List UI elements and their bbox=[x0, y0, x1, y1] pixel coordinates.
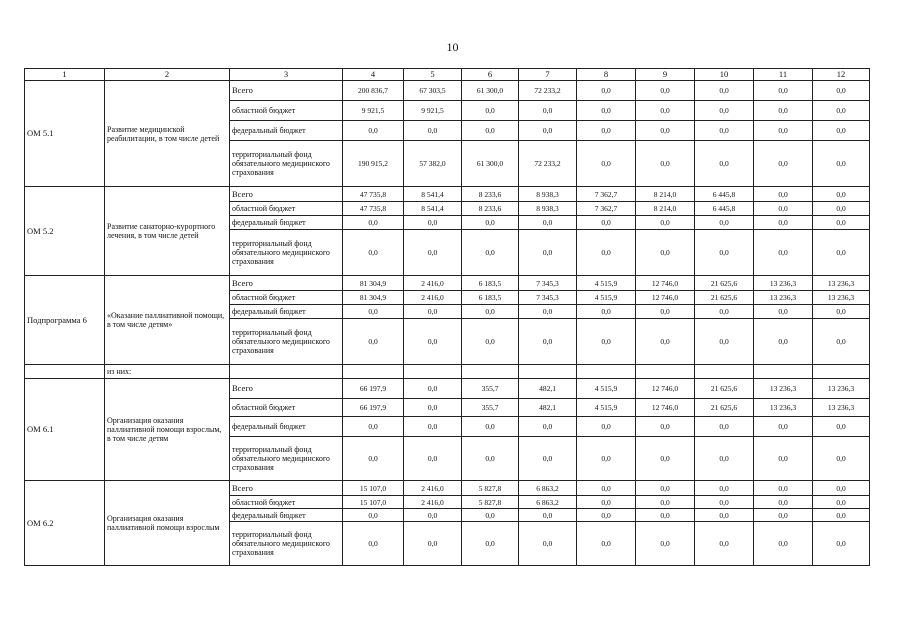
column-header: 6 bbox=[462, 69, 519, 81]
amount-cell: 6 445,8 bbox=[695, 187, 754, 202]
amount-cell: 0,0 bbox=[577, 522, 636, 566]
amount-cell: 0,0 bbox=[404, 305, 462, 319]
amount-cell: 0,0 bbox=[462, 121, 519, 141]
funding-source: территориальный фонд обязательного медицинского страхования bbox=[230, 522, 343, 566]
amount-cell: 0,0 bbox=[404, 522, 462, 566]
amount-cell: 0,0 bbox=[813, 522, 870, 566]
amount-cell: 7 362,7 bbox=[577, 202, 636, 216]
amount-cell: 12 746,0 bbox=[636, 379, 695, 399]
funding-source: федеральный бюджет bbox=[230, 216, 343, 230]
amount-cell: 4 515,9 bbox=[577, 291, 636, 305]
amount-cell: 0,0 bbox=[813, 496, 870, 509]
amount-cell: 0,0 bbox=[343, 417, 404, 437]
amount-cell: 0,0 bbox=[577, 319, 636, 365]
amount-cell: 0,0 bbox=[462, 509, 519, 522]
iz-nih-label: из них: bbox=[105, 365, 230, 379]
amount-cell: 0,0 bbox=[462, 216, 519, 230]
amount-cell: 0,0 bbox=[636, 481, 695, 496]
amount-cell: 72 233,2 bbox=[519, 141, 577, 187]
amount-cell: 0,0 bbox=[404, 399, 462, 417]
program-code: ОМ 5.2 bbox=[25, 187, 105, 276]
amount-cell: 0,0 bbox=[695, 230, 754, 276]
amount-cell: 0,0 bbox=[636, 81, 695, 101]
empty-cell bbox=[343, 365, 404, 379]
table-row bbox=[25, 276, 870, 291]
column-header: 5 bbox=[404, 69, 462, 81]
amount-cell: 0,0 bbox=[813, 481, 870, 496]
amount-cell: 355,7 bbox=[462, 379, 519, 399]
amount-cell: 15 107,0 bbox=[343, 496, 404, 509]
funding-source: Всего bbox=[230, 379, 343, 399]
amount-cell: 0,0 bbox=[577, 121, 636, 141]
column-header: 3 bbox=[230, 69, 343, 81]
amount-cell: 0,0 bbox=[343, 522, 404, 566]
amount-cell: 0,0 bbox=[462, 101, 519, 121]
amount-cell: 0,0 bbox=[343, 305, 404, 319]
funding-source: областной бюджет bbox=[230, 496, 343, 509]
amount-cell: 4 515,9 bbox=[577, 276, 636, 291]
amount-cell: 6 863,2 bbox=[519, 481, 577, 496]
amount-cell: 2 416,0 bbox=[404, 496, 462, 509]
amount-cell: 482,1 bbox=[519, 379, 577, 399]
funding-source: областной бюджет bbox=[230, 202, 343, 216]
program-name: Развитие санаторно-курортного лечения, в том числе детей bbox=[105, 187, 230, 276]
funding-source: областной бюджет bbox=[230, 399, 343, 417]
amount-cell: 0,0 bbox=[754, 230, 813, 276]
table-row bbox=[25, 481, 870, 496]
amount-cell: 0,0 bbox=[519, 319, 577, 365]
program-name: Организация оказания паллиативной помощи взрослым, в том числе детям bbox=[105, 379, 230, 481]
amount-cell: 2 416,0 bbox=[404, 276, 462, 291]
amount-cell: 0,0 bbox=[636, 437, 695, 481]
amount-cell: 12 746,0 bbox=[636, 291, 695, 305]
amount-cell: 0,0 bbox=[754, 121, 813, 141]
amount-cell: 0,0 bbox=[754, 101, 813, 121]
amount-cell: 0,0 bbox=[404, 437, 462, 481]
empty-cell bbox=[25, 365, 105, 379]
empty-cell bbox=[230, 365, 343, 379]
program-code: ОМ 5.1 bbox=[25, 81, 105, 187]
amount-cell: 81 304,9 bbox=[343, 276, 404, 291]
amount-cell: 6 183,5 bbox=[462, 291, 519, 305]
amount-cell: 0,0 bbox=[754, 481, 813, 496]
amount-cell: 0,0 bbox=[754, 509, 813, 522]
funding-source: федеральный бюджет bbox=[230, 305, 343, 319]
empty-cell bbox=[577, 365, 636, 379]
amount-cell: 0,0 bbox=[577, 509, 636, 522]
amount-cell: 0,0 bbox=[577, 141, 636, 187]
program-code: ОМ 6.1 bbox=[25, 379, 105, 481]
amount-cell: 12 746,0 bbox=[636, 276, 695, 291]
funding-source: федеральный бюджет bbox=[230, 121, 343, 141]
empty-cell bbox=[754, 365, 813, 379]
amount-cell: 0,0 bbox=[636, 319, 695, 365]
amount-cell: 0,0 bbox=[813, 216, 870, 230]
amount-cell: 0,0 bbox=[577, 101, 636, 121]
amount-cell: 0,0 bbox=[754, 81, 813, 101]
amount-cell: 0,0 bbox=[343, 437, 404, 481]
amount-cell: 6 445,8 bbox=[695, 202, 754, 216]
amount-cell: 0,0 bbox=[813, 101, 870, 121]
header-row bbox=[25, 69, 870, 81]
amount-cell: 0,0 bbox=[813, 417, 870, 437]
amount-cell: 8 214,0 bbox=[636, 187, 695, 202]
amount-cell: 0,0 bbox=[577, 230, 636, 276]
amount-cell: 0,0 bbox=[695, 81, 754, 101]
column-header: 4 bbox=[343, 69, 404, 81]
amount-cell: 0,0 bbox=[754, 417, 813, 437]
amount-cell: 0,0 bbox=[754, 141, 813, 187]
amount-cell: 0,0 bbox=[519, 101, 577, 121]
amount-cell: 0,0 bbox=[462, 417, 519, 437]
amount-cell: 13 236,3 bbox=[813, 291, 870, 305]
amount-cell: 0,0 bbox=[813, 509, 870, 522]
amount-cell: 0,0 bbox=[577, 481, 636, 496]
amount-cell: 0,0 bbox=[695, 305, 754, 319]
column-header: 10 bbox=[695, 69, 754, 81]
amount-cell: 8 214,0 bbox=[636, 202, 695, 216]
amount-cell: 21 625,6 bbox=[695, 379, 754, 399]
amount-cell: 0,0 bbox=[404, 417, 462, 437]
amount-cell: 8 233,6 bbox=[462, 202, 519, 216]
amount-cell: 0,0 bbox=[404, 121, 462, 141]
amount-cell: 0,0 bbox=[813, 121, 870, 141]
amount-cell: 0,0 bbox=[343, 230, 404, 276]
amount-cell: 0,0 bbox=[577, 305, 636, 319]
amount-cell: 0,0 bbox=[519, 509, 577, 522]
amount-cell: 0,0 bbox=[813, 81, 870, 101]
amount-cell: 0,0 bbox=[695, 481, 754, 496]
amount-cell: 0,0 bbox=[519, 216, 577, 230]
amount-cell: 13 236,3 bbox=[754, 399, 813, 417]
program-name: «Оказание паллиативной помощи, в том числе детям» bbox=[105, 276, 230, 365]
amount-cell: 15 107,0 bbox=[343, 481, 404, 496]
amount-cell: 66 197,9 bbox=[343, 399, 404, 417]
amount-cell: 0,0 bbox=[404, 216, 462, 230]
amount-cell: 0,0 bbox=[519, 417, 577, 437]
funding-source: областной бюджет bbox=[230, 291, 343, 305]
amount-cell: 5 827,8 bbox=[462, 481, 519, 496]
amount-cell: 0,0 bbox=[462, 522, 519, 566]
amount-cell: 0,0 bbox=[519, 522, 577, 566]
amount-cell: 0,0 bbox=[636, 496, 695, 509]
amount-cell: 13 236,3 bbox=[754, 276, 813, 291]
empty-cell bbox=[404, 365, 462, 379]
amount-cell: 7 345,3 bbox=[519, 291, 577, 305]
column-header: 7 bbox=[519, 69, 577, 81]
program-name: Развитие медицинской реабилитации, в том числе детей bbox=[105, 81, 230, 187]
amount-cell: 21 625,6 bbox=[695, 399, 754, 417]
amount-cell: 0,0 bbox=[754, 437, 813, 481]
amount-cell: 9 921,5 bbox=[343, 101, 404, 121]
amount-cell: 0,0 bbox=[462, 305, 519, 319]
amount-cell: 0,0 bbox=[577, 496, 636, 509]
amount-cell: 0,0 bbox=[404, 509, 462, 522]
amount-cell: 61 300,0 bbox=[462, 141, 519, 187]
amount-cell: 0,0 bbox=[695, 319, 754, 365]
amount-cell: 0,0 bbox=[636, 509, 695, 522]
amount-cell: 7 345,3 bbox=[519, 276, 577, 291]
column-header: 9 bbox=[636, 69, 695, 81]
funding-source: территориальный фонд обязательного медицинского страхования bbox=[230, 141, 343, 187]
amount-cell: 0,0 bbox=[636, 121, 695, 141]
amount-cell: 0,0 bbox=[695, 121, 754, 141]
amount-cell: 61 300,0 bbox=[462, 81, 519, 101]
amount-cell: 0,0 bbox=[695, 496, 754, 509]
amount-cell: 0,0 bbox=[754, 216, 813, 230]
iz-nih-row bbox=[25, 365, 870, 379]
amount-cell: 0,0 bbox=[519, 121, 577, 141]
amount-cell: 0,0 bbox=[636, 216, 695, 230]
amount-cell: 0,0 bbox=[754, 522, 813, 566]
amount-cell: 0,0 bbox=[519, 305, 577, 319]
program-code: Подпрограмма 6 bbox=[25, 276, 105, 365]
amount-cell: 8 233,6 bbox=[462, 187, 519, 202]
amount-cell: 0,0 bbox=[519, 230, 577, 276]
amount-cell: 0,0 bbox=[577, 81, 636, 101]
amount-cell: 66 197,9 bbox=[343, 379, 404, 399]
amount-cell: 47 735,8 bbox=[343, 187, 404, 202]
amount-cell: 13 236,3 bbox=[813, 379, 870, 399]
amount-cell: 0,0 bbox=[754, 202, 813, 216]
amount-cell: 0,0 bbox=[754, 319, 813, 365]
amount-cell: 0,0 bbox=[695, 509, 754, 522]
funding-source: федеральный бюджет bbox=[230, 417, 343, 437]
amount-cell: 0,0 bbox=[519, 437, 577, 481]
amount-cell: 81 304,9 bbox=[343, 291, 404, 305]
amount-cell: 0,0 bbox=[754, 187, 813, 202]
amount-cell: 355,7 bbox=[462, 399, 519, 417]
amount-cell: 0,0 bbox=[695, 417, 754, 437]
amount-cell: 5 827,8 bbox=[462, 496, 519, 509]
column-header: 2 bbox=[105, 69, 230, 81]
amount-cell: 0,0 bbox=[636, 101, 695, 121]
amount-cell: 0,0 bbox=[813, 187, 870, 202]
table-row bbox=[25, 379, 870, 399]
amount-cell: 2 416,0 bbox=[404, 291, 462, 305]
amount-cell: 0,0 bbox=[636, 522, 695, 566]
amount-cell: 13 236,3 bbox=[754, 379, 813, 399]
amount-cell: 72 233,2 bbox=[519, 81, 577, 101]
amount-cell: 13 236,3 bbox=[754, 291, 813, 305]
amount-cell: 67 303,5 bbox=[404, 81, 462, 101]
amount-cell: 8 541,4 bbox=[404, 202, 462, 216]
amount-cell: 21 625,6 bbox=[695, 276, 754, 291]
funding-source: территориальный фонд обязательного медицинского страхования bbox=[230, 437, 343, 481]
amount-cell: 4 515,9 bbox=[577, 399, 636, 417]
funding-source: Всего bbox=[230, 81, 343, 101]
amount-cell: 0,0 bbox=[754, 305, 813, 319]
column-header: 1 bbox=[25, 69, 105, 81]
amount-cell: 0,0 bbox=[343, 121, 404, 141]
empty-cell bbox=[462, 365, 519, 379]
budget-table bbox=[24, 68, 870, 566]
amount-cell: 8 541,4 bbox=[404, 187, 462, 202]
column-header: 8 bbox=[577, 69, 636, 81]
amount-cell: 0,0 bbox=[813, 305, 870, 319]
amount-cell: 0,0 bbox=[813, 319, 870, 365]
amount-cell: 47 735,8 bbox=[343, 202, 404, 216]
funding-source: Всего bbox=[230, 481, 343, 496]
amount-cell: 21 625,6 bbox=[695, 291, 754, 305]
amount-cell: 0,0 bbox=[813, 437, 870, 481]
amount-cell: 0,0 bbox=[343, 216, 404, 230]
column-header: 11 bbox=[754, 69, 813, 81]
amount-cell: 6 183,5 bbox=[462, 276, 519, 291]
column-header: 12 bbox=[813, 69, 870, 81]
program-name: Организация оказания паллиативной помощи взрослым bbox=[105, 481, 230, 566]
amount-cell: 0,0 bbox=[462, 437, 519, 481]
amount-cell: 0,0 bbox=[462, 319, 519, 365]
funding-source: областной бюджет bbox=[230, 101, 343, 121]
amount-cell: 0,0 bbox=[343, 319, 404, 365]
empty-cell bbox=[519, 365, 577, 379]
amount-cell: 0,0 bbox=[695, 216, 754, 230]
amount-cell: 0,0 bbox=[813, 230, 870, 276]
amount-cell: 4 515,9 bbox=[577, 379, 636, 399]
amount-cell: 0,0 bbox=[813, 202, 870, 216]
funding-source: территориальный фонд обязательного медицинского страхования bbox=[230, 230, 343, 276]
table-row bbox=[25, 187, 870, 202]
amount-cell: 0,0 bbox=[577, 216, 636, 230]
amount-cell: 13 236,3 bbox=[813, 276, 870, 291]
amount-cell: 0,0 bbox=[343, 509, 404, 522]
amount-cell: 9 921,5 bbox=[404, 101, 462, 121]
amount-cell: 0,0 bbox=[695, 141, 754, 187]
amount-cell: 13 236,3 bbox=[813, 399, 870, 417]
amount-cell: 0,0 bbox=[577, 417, 636, 437]
amount-cell: 0,0 bbox=[754, 496, 813, 509]
funding-source: Всего bbox=[230, 187, 343, 202]
funding-source: Всего bbox=[230, 276, 343, 291]
table-row bbox=[25, 81, 870, 101]
amount-cell: 8 938,3 bbox=[519, 187, 577, 202]
page-number: 10 bbox=[446, 40, 459, 54]
amount-cell: 2 416,0 bbox=[404, 481, 462, 496]
amount-cell: 0,0 bbox=[636, 141, 695, 187]
amount-cell: 0,0 bbox=[404, 379, 462, 399]
amount-cell: 0,0 bbox=[695, 101, 754, 121]
funding-source: федеральный бюджет bbox=[230, 509, 343, 522]
amount-cell: 12 746,0 bbox=[636, 399, 695, 417]
amount-cell: 190 915,2 bbox=[343, 141, 404, 187]
amount-cell: 8 938,3 bbox=[519, 202, 577, 216]
empty-cell bbox=[813, 365, 870, 379]
amount-cell: 0,0 bbox=[695, 522, 754, 566]
amount-cell: 0,0 bbox=[404, 319, 462, 365]
amount-cell: 0,0 bbox=[404, 230, 462, 276]
empty-cell bbox=[636, 365, 695, 379]
empty-cell bbox=[695, 365, 754, 379]
amount-cell: 0,0 bbox=[636, 305, 695, 319]
program-code: ОМ 6.2 bbox=[25, 481, 105, 566]
funding-source: территориальный фонд обязательного медицинского страхования bbox=[230, 319, 343, 365]
amount-cell: 482,1 bbox=[519, 399, 577, 417]
amount-cell: 0,0 bbox=[636, 230, 695, 276]
amount-cell: 0,0 bbox=[695, 437, 754, 481]
amount-cell: 0,0 bbox=[813, 141, 870, 187]
amount-cell: 0,0 bbox=[577, 437, 636, 481]
amount-cell: 0,0 bbox=[462, 230, 519, 276]
amount-cell: 7 362,7 bbox=[577, 187, 636, 202]
amount-cell: 57 382,0 bbox=[404, 141, 462, 187]
amount-cell: 6 863,2 bbox=[519, 496, 577, 509]
amount-cell: 200 836,7 bbox=[343, 81, 404, 101]
amount-cell: 0,0 bbox=[636, 417, 695, 437]
